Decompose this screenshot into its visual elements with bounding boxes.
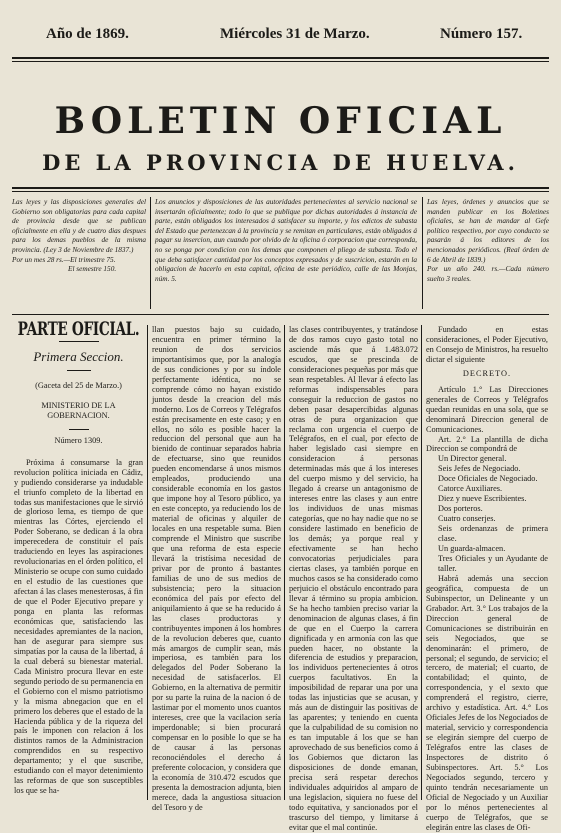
notices [12, 197, 549, 309]
column-2 [152, 325, 281, 812]
staff-item: Seis ordenanzas de primera clase. [438, 524, 548, 544]
section-subheading: Primera Seccion. [33, 348, 124, 364]
notice-divider [422, 197, 423, 309]
divider [69, 429, 89, 430]
notice-right [427, 197, 549, 309]
notice-left [12, 197, 146, 309]
column-1 [14, 318, 143, 800]
masthead-rule [12, 187, 549, 189]
section-heading: PARTE OFICIAL. [17, 318, 140, 340]
gaceta-reference: (Gaceta del 25 de Marzo.) [35, 380, 122, 390]
notice-right-price: Por un año 240. rs.—Cada número suelto 3 reales. [427, 264, 549, 283]
issue-year: Año de 1869. [46, 26, 129, 42]
column-2-text: llan puestos bajo su cuidado, encuentra en primer término la reunion de dos servicios importantísimos que, por la analogía de sus condiciones y por su índole perfectamente idéntica, no se comprende cómo no hayan existido juntos desde la creacion del más moderno. Los de Correos y Telégrafos están precisamente en este caso; y en ellos, no sólo es posible hacer la reduccion del personal que aun ha bienido de continuar separados habria de efectuarse, sino que reunidos pueden encomendarse á unos mismos empleados, produciendo una considerable economía en los gastos que impone hoy al Tesoro público, ya en este concepto, ya reduciendo los de material de oficinas y alquiler de locales en una respetable suma. Bien comprende el Ministro que suscribe que una reforma de esta especie llevará la tristísima necesidad de privar por de pronto á bastantes familias de uno de sus medios de subsistencia; pero la situacion económica del país por efecto del aniquilamiento á que se ha reducido á las clases productoras y contribuyentes imponen á los hombres de la revolucion deberes que, cuanto más amargos de cumplir sean, más imperiosa, es también para los delegados del Poder Soberano la necesidad de satisfacerlos. El Gobierno, en la alternativa de permitir por su parte la ruina de la nacion ó de lastimar por el momento unos cuantos intereses, cree que la vacilacion sería imperdonable; si bien procurará compensar en lo posible lo que se ha de causar á las personas reconociéndoles el derecho á preferente colocacion, y considera que la economía de 310.472 escudos que presenta la demostracion adjunta, bien merece, dada la angustiosa situacion del Tesoro y de [152, 325, 281, 812]
column-divider [147, 325, 148, 800]
article-1: Artículo 1.° Las Direcciones generales de Correos y Telégrafos quedan reunidas en una sola, que se denominará Direccion general de Comunicaciones. [426, 384, 548, 434]
notice-middle: Los anuncios y disposiciones de las autoridades pertenecientes al servicio nacional se insertarán oficialmente; todo lo que se publique por dichas autoridades á instancia de parte, están obligados los interesados á satisfacer su importe, y los edictos de subasta del Estado que pertenezcan á la provincia y se remitan en particulares, están obligados á pagar su insercion, aun cuando por olvido de la oficina ó corporacion que corresponda, no se ponga por condicion con los demas que componen el pliego de subasta. Todo el que deba satisfacer cantidad por los conceptos expresados y de suscricion, estarán en la obligacion de hacerlo en esta capital, oficina de este periódico, calle de las Monjas, núm. 5. [155, 197, 417, 283]
column-3-text: las clases contribuyentes, y tratándose de dos ramos cuyo gasto total no asciende más que á 1.483.072 escudos, que se prescinda de consideraciones pequeñas por más que sean respetables. Al llevar á efecto las reformas indispensables para conseguir la reduccion de gastos no deben pasar desapercibidas algunas otras de pura organizacion que reclama con urgencia el cuerpo de Telégrafos, en el cual, por efecto de haber legislado casi siempre en consideracion á personas determinadas más que á los intereses del cuerpo mismo y del servicio, ha llegado á crearse un antagonismo de intereses entre las clases y aun entre los individuos de unas mismas categorías, que no hay nadie que no se considere lastimado en beneficio de los demás; ya porque real y efectivamente se han hecho convocatorias perjudiciales para ciertas clases, ya también porque en muchos casos se ha considerado como perjuicio el obstáculo encontrado para llevar á término su propia ambicion. Se ha hecho tambien preciso variar la denominacion de algunas clases, á fin de que en el Cuerpo la carrera dignificada y en armonía con las que pueden hacer, no obstante la diferencia de estudios y preparacion, los individuos pertenecientes á otros cuerpos facultativos. En la imposibilidad de reparar una por una todas las injusticias que se acusan, y más aun de distinguir las positivas de las aparentes; y teniendo en cuenta que la culpabilidad de su comision no es tan imputable á los que se han aprovechado de sus beneficios como á los Gobiernos que dictaron las disposiciones de donde emanan, precisa será respetar derechos individuales adquiridos al amparo de una legislacion, siquiera no fuese del todo equitativa, y sancionados por el trascurso del tiempo, y limitarse á evitar que el mal continúe. [289, 325, 418, 832]
decree-heading: DECRETO. [462, 368, 512, 378]
issue-date: Miércoles 31 de Marzo. [220, 26, 370, 42]
notice-left-text: Las leyes y las disposiciones generales del Gobierno son obligatorias para cada capital de provincia desde que se publican oficialmente en ella y de cuatro dias despues para los demas pueblos de la misma provincia. (Ley 3 de Noviembre de 1837.) [12, 197, 146, 254]
staff-item: Seis Jefes de Negociado. [438, 464, 521, 474]
ministry-heading: MINISTERIO DE LA GOBERNACION. [41, 400, 116, 420]
header-rule [12, 57, 549, 59]
divider [67, 370, 91, 371]
staff-item: Diez y nueve Escribientes. [438, 494, 527, 504]
decree-intro: Fundado en estas consideraciones, el Poder Ejecutivo, en Consejo de Ministros, ha resuelto dictar el siguiente [426, 325, 548, 364]
staff-item: Catorce Auxiliares. [438, 484, 503, 494]
notice-left-price2: El semestre 150. [68, 264, 117, 274]
article-2: Art. 2.° La plantilla de dicha Direccion se compondrá de [426, 434, 548, 454]
decree-number: Número 1309. [54, 435, 103, 445]
masthead-rule-thin [12, 191, 549, 192]
staff-list [426, 454, 548, 573]
notice-divider [150, 197, 151, 309]
staff-item: Dos porteros. [438, 504, 483, 514]
staff-item: Un guarda-almacen. [438, 544, 506, 554]
column-4-text: Habrá además una seccion geográfica, compuesta de un Subinspector, un Delineante y un Grabador. Art. 3.° Los trabajos de la Direccion general de Comunicaciones se distribuirán en seis Negociados, que se denominarán: el primero, de personal; el segundo, de servicio; el tercero, de material; el cuarto, de contabilidad; el quinto, de correspondencia, y el sexto que comprenderá el registro, cierre, archivo y estadística. Art. 4.° Los Oficiales Jefes de los Negociados de material, servicio y correspondencia se elegirán siempre del cuerpo de Telégrafos entre las clases de Inspectores de distrito ó Subinspectores. Art. 5.° Los Negociados segundo, tercero y quinto tendrán necesariamente un Oficial de Negociado y un Auxiliar por lo ménos pertenecientes al cuerpo de Telégrafos, que se elegirán entre las clases de Ofi- [426, 573, 548, 832]
column-4 [426, 325, 548, 832]
notice-left-price: Por un mes 28 rs.—El trimestre 75. [12, 254, 116, 264]
column-1-text: Próxima á consumarse la gran revolucion política iniciada en Cádiz, y pudiendo considerarse ya indudable el triunfo completo de la libertad en todas sus manifestaciones que le sirvió de glorioso lema, es tiempo de que mientras las Córtes, ejerciendo el Poder Soberano, se dedican á la obra imperecedera de constituir el país traduciendo en leyes las aspiraciones revolucionarias en el órden político, el Ministerio se ocupe con sumo cuidado en el estudio de las cuestiones que afectan á las clases menesterosas, á fin de que el Poder Ejecutivo prepare y ponga en planta las reformas económicas que, satisfaciendo las necesidades apremiantes de la nacion, han de asegurar para siempre sus simpatías por la causa de la libertad, á la cual deberá su bienestar material. Cada Ministro procura llevar en este segundo periodo de su permanencia en el Gobierno con el mismo patriotismo y la misma abnegacion que en el primero los deberes que el estado de la Hacienda pública y de la riqueza del país le imponen con relacion á los distintos ramos de la Administracion comprendidos en su respectivo departamento; y el que suscribe, estudiando con el mayor detenimiento las reformas de que son susceptibles los que se ha- [14, 457, 143, 796]
column-divider [284, 325, 285, 800]
column-divider [421, 325, 422, 800]
notice-right-text: Las leyes, órdenes y anuncios que se manden publicar en los Boletines oficiales, se han de mandar al Gefe político respectivo, por cuyo conducto se pasarán á los editores de los mencionados periódicos. (Real órden de 6 de Abril de 1839.) [427, 197, 549, 264]
staff-item: Tres Oficiales y un Ayudante de taller. [438, 553, 548, 573]
divider [59, 341, 99, 342]
masthead-subtitle: DE LA PROVINCIA DE HUELVA. [42, 150, 519, 175]
issue-number: Número 157. [440, 26, 523, 42]
staff-item: Cuatro conserjes. [438, 514, 496, 524]
staff-item: Un Director general. [438, 454, 507, 464]
masthead-title: BOLETIN OFICIAL [54, 100, 507, 142]
staff-item: Doce Oficiales de Negociado. [438, 474, 538, 484]
body-rule [12, 314, 549, 315]
column-3 [289, 325, 418, 832]
header-rule-thin [12, 61, 549, 62]
